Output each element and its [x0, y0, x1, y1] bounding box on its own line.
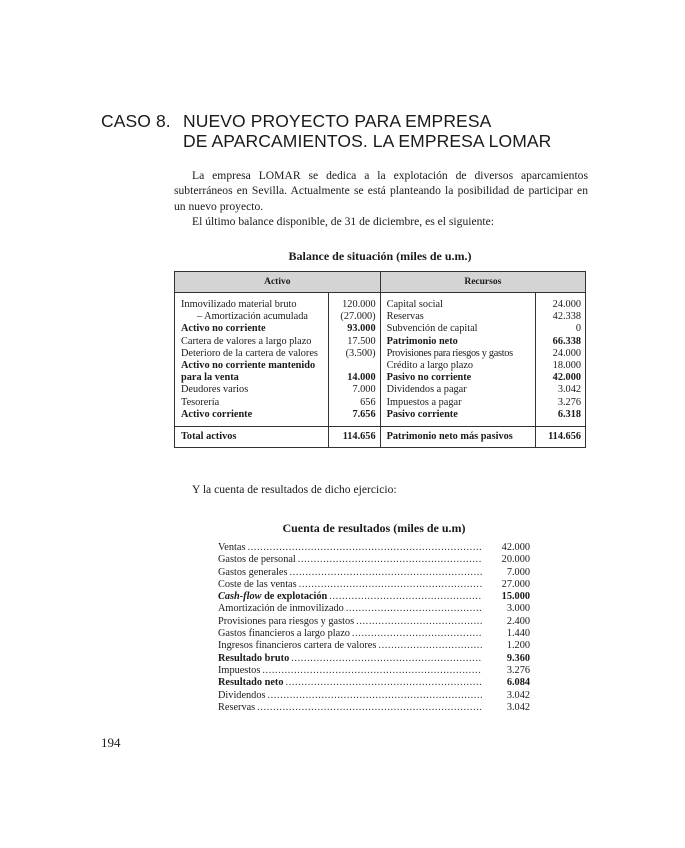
income-label: Gastos de personal — [218, 554, 296, 566]
liabilities-values — [536, 293, 586, 427]
income-label-rest: de explotación — [261, 591, 328, 603]
liabilities-labels — [380, 293, 536, 427]
liability-label: Dividendos a pagar — [386, 384, 467, 396]
income-label: Coste de las ventas — [218, 578, 297, 590]
leader-dots — [267, 690, 482, 702]
assets-labels — [175, 293, 329, 427]
liability-label: Pasivo corriente — [386, 408, 458, 420]
income-statement — [218, 542, 530, 714]
income-row — [218, 554, 530, 566]
income-value: 15.000 — [501, 591, 530, 603]
income-label: Ventas — [218, 542, 246, 553]
income-value: 3.000 — [506, 603, 530, 615]
total-assets-value: 114.656 — [328, 427, 380, 448]
income-label: Gastos financieros a largo plazo — [218, 628, 350, 640]
asset-label: Activo no corriente — [181, 323, 266, 335]
case-title-line-1: NUEVO PROYECTO PARA EMPRESA — [183, 111, 492, 131]
leader-dots — [262, 665, 482, 677]
liability-label: Capital social — [386, 299, 443, 310]
income-value: 9.360 — [506, 652, 530, 664]
leader-dots — [299, 579, 482, 591]
intro-paragraph-2: El último balance disponible, de 31 de diciembre, es el siguiente: — [192, 215, 494, 229]
assets-values — [328, 293, 380, 427]
asset-value: 7.656 — [352, 408, 376, 420]
income-label: Resultado neto — [218, 677, 284, 689]
liability-value: 0 — [575, 323, 581, 335]
income-value: 7.000 — [506, 566, 530, 578]
case-number: CASO 8. — [101, 111, 171, 131]
asset-value: 120.000 — [342, 299, 376, 310]
leader-dots — [298, 554, 482, 566]
total-assets-label: Total activos — [175, 427, 329, 448]
liability-value: 24.000 — [552, 347, 581, 359]
income-label-italic: Cash-flow — [218, 591, 262, 603]
case-title-line-2: DE APARCAMIENTOS. LA EMPRESA LOMAR — [183, 131, 552, 151]
income-label: Ingresos financieros cartera de valores — [218, 640, 377, 652]
liability-value: 18.000 — [552, 360, 581, 372]
liability-label: Subvención de capital — [386, 323, 478, 335]
income-label: Gastos generales — [218, 566, 288, 578]
asset-label: Deterioro de la cartera de valores — [181, 347, 318, 359]
income-row — [218, 567, 530, 579]
income-label — [218, 591, 327, 603]
income-row — [218, 579, 530, 591]
income-row — [218, 665, 530, 677]
income-label: Reservas — [218, 701, 256, 713]
asset-label: Activo corriente — [181, 408, 253, 420]
income-label: Resultado bruto — [218, 652, 290, 664]
liability-value: 66.338 — [552, 335, 581, 347]
page-number: 194 — [101, 735, 121, 750]
asset-label: Activo no corriente mantenido — [181, 360, 316, 372]
liability-value: 24.000 — [552, 299, 581, 310]
leader-dots — [257, 702, 482, 714]
asset-value: 93.000 — [347, 323, 376, 335]
income-row — [218, 690, 530, 702]
leader-dots — [352, 628, 482, 640]
liability-value: 42.000 — [552, 372, 581, 384]
liability-label: Patrimonio neto — [386, 335, 458, 347]
income-row — [218, 603, 530, 615]
income-value: 3.042 — [506, 701, 530, 713]
leader-dots — [378, 640, 482, 652]
income-value: 27.000 — [501, 578, 530, 590]
asset-value: 14.000 — [347, 372, 376, 384]
income-row — [218, 640, 530, 652]
liability-value: 6.318 — [557, 408, 581, 420]
income-row — [218, 616, 530, 628]
asset-value: (3.500) — [345, 347, 376, 359]
liabilities-header: Recursos — [380, 272, 585, 293]
income-value: 2.400 — [506, 615, 530, 627]
liability-value: 42.338 — [552, 311, 581, 323]
balance-caption: Balance de situación (miles de u.m.) — [288, 249, 472, 263]
asset-label: Inmovilizado material bruto — [181, 299, 297, 310]
income-value: 1.440 — [506, 628, 530, 640]
liability-value: 3.042 — [557, 384, 581, 396]
income-value: 3.042 — [506, 689, 530, 701]
liability-value: 3.276 — [557, 396, 581, 408]
leader-dots — [291, 653, 482, 665]
asset-label: Tesorería — [181, 396, 220, 408]
leader-dots — [289, 567, 482, 579]
liability-label: Provisiones para riesgos y gastos — [386, 347, 513, 359]
asset-value: 7.000 — [352, 384, 376, 396]
liability-label: Impuestos a pagar — [386, 396, 462, 408]
income-label: Provisiones para riesgos y gastos — [218, 615, 355, 627]
income-label: Impuestos — [218, 664, 261, 676]
intro-text — [174, 168, 588, 230]
leader-dots — [346, 603, 482, 615]
income-row — [218, 653, 530, 665]
intro-paragraph-1: La empresa LOMAR se dedica a la explotación de diversos aparcamientos subterráneos en Sevilla. Actualmente se está planteando la posibilidad de participar en un nuevo proyecto. — [174, 169, 588, 213]
liability-label: Crédito a largo plazo — [386, 360, 474, 372]
income-value: 1.200 — [506, 640, 530, 652]
asset-value: (27.000) — [340, 311, 376, 323]
total-liabilities-value: 114.656 — [536, 427, 586, 448]
income-row — [218, 702, 530, 714]
leader-dots — [329, 591, 482, 603]
transition-text: Y la cuenta de resultados de dicho ejercicio: — [192, 483, 397, 496]
asset-value — [329, 360, 376, 372]
assets-header: Activo — [175, 272, 381, 293]
income-row — [218, 591, 530, 603]
asset-label: – Amortización acumulada — [197, 311, 308, 323]
liability-label: Reservas — [386, 311, 424, 323]
liability-label: Pasivo no corriente — [386, 372, 472, 384]
income-label: Amortización de inmovilizado — [218, 603, 344, 615]
income-label: Dividendos — [218, 689, 266, 701]
asset-value: 656 — [360, 396, 376, 408]
income-row — [218, 628, 530, 640]
asset-label: Cartera de valores a largo plazo — [181, 335, 312, 347]
income-value: 3.276 — [506, 664, 530, 676]
income-row — [218, 677, 530, 689]
total-liabilities-label: Patrimonio neto más pasivos — [380, 427, 536, 448]
balance-sheet-table — [174, 271, 586, 448]
income-value: 42.000 — [501, 542, 530, 553]
income-value: 6.084 — [506, 677, 530, 689]
income-caption: Cuenta de resultados (miles de u.m) — [282, 521, 466, 535]
leader-dots — [247, 542, 482, 554]
asset-value: 17.500 — [347, 335, 376, 347]
leader-dots — [286, 677, 482, 689]
income-row — [218, 542, 530, 554]
asset-label: Deudores varios — [181, 384, 249, 396]
asset-label: para la venta — [181, 372, 239, 384]
income-value: 20.000 — [501, 554, 530, 566]
leader-dots — [356, 616, 482, 628]
